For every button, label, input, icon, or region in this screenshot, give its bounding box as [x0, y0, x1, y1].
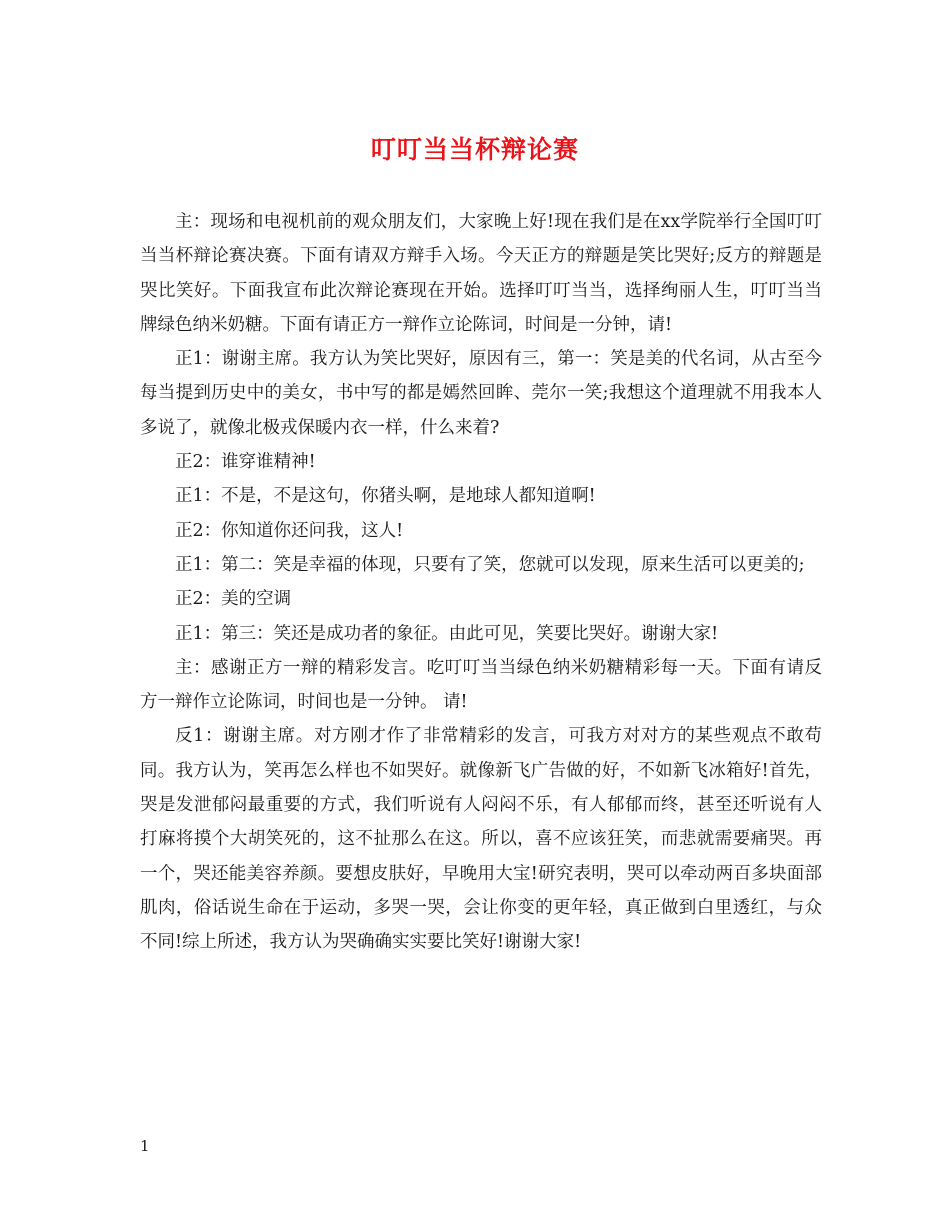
paragraph-pro1-second: 正1：第二：笑是幸福的体现，只要有了笑，您就可以发现，原来生活可以更美的;	[175, 554, 805, 575]
paragraph-host-opening: 主：现场和电视机前的观众朋友们，大家晚上好!现在我们是在xx学院举行全国叮叮当当杯辩论赛决赛。下面有请双方辩手入场。今天正方的辩题是笑比哭好;反方的辩题是哭比笑好。下面我宣布此次辩论赛现在开始。选择叮叮当当，选择绚丽人生，叮叮当当牌绿色纳米奶糖。下面有请正方一辩作立论陈词，时间是一分钟，请!	[140, 212, 822, 335]
paragraph-pro1-opening: 正1：谢谢主席。我方认为笑比哭好，原因有三，第一：笑是美的代名词，从古至今每当提到历史中的美女，书中写的都是嫣然回眸、莞尔一笑;我想这个道理就不用我本人多说了，就像北极戎保暖内衣一样，什么来着?	[140, 349, 822, 438]
paragraph-pro1-line2: 正1：不是，不是这句，你猪头啊，是地球人都知道啊!	[175, 486, 596, 507]
paragraph-con1-opening: 反1：谢谢主席。对方刚才作了非常精彩的发言，可我方对对方的某些观点不敢苟同。我方认为，笑再怎么样也不如哭好。就像新飞广告做的好，不如新飞冰箱好!首先，哭是发泄郁闷最重要的方式，我们听说有人闷闷不乐，有人郁郁而终，甚至还听说有人打麻将摸个大胡笑死的，这不扯那么在这。所以，喜不应该狂笑，而悲就需要痛哭。再一个，哭还能美容养颜。要想皮肤好，早晚用大宝!研究表明，哭可以牵动两百多块面部肌肉，俗话说生命在于运动，多哭一哭，会让你变的更年轻，真正做到白里透红，与众不同!综上所述，我方认为哭确确实实要比笑好!谢谢大家!	[140, 726, 822, 953]
document-title: 叮叮当当杯辩论赛	[370, 135, 579, 164]
document-body	[140, 205, 822, 960]
paragraph-pro1-third: 正1：第三：笑还是成功者的象征。由此可见，笑要比哭好。谢谢大家!	[175, 623, 719, 644]
paragraph-pro2-line2: 正2：你知道你还问我，这人!	[175, 520, 404, 541]
paragraph-host-transition: 主：感谢正方一辩的精彩发言。吃叮叮当当绿色纳米奶糖精彩每一天。下面有请反方一辩作立论陈词，时间也是一分钟。 请!	[140, 657, 822, 713]
page-number: 1	[140, 1137, 150, 1155]
paragraph-pro2-line3: 正2：美的空调	[175, 589, 292, 610]
paragraph-pro2-line1: 正2：谁穿谁精神!	[175, 452, 316, 473]
